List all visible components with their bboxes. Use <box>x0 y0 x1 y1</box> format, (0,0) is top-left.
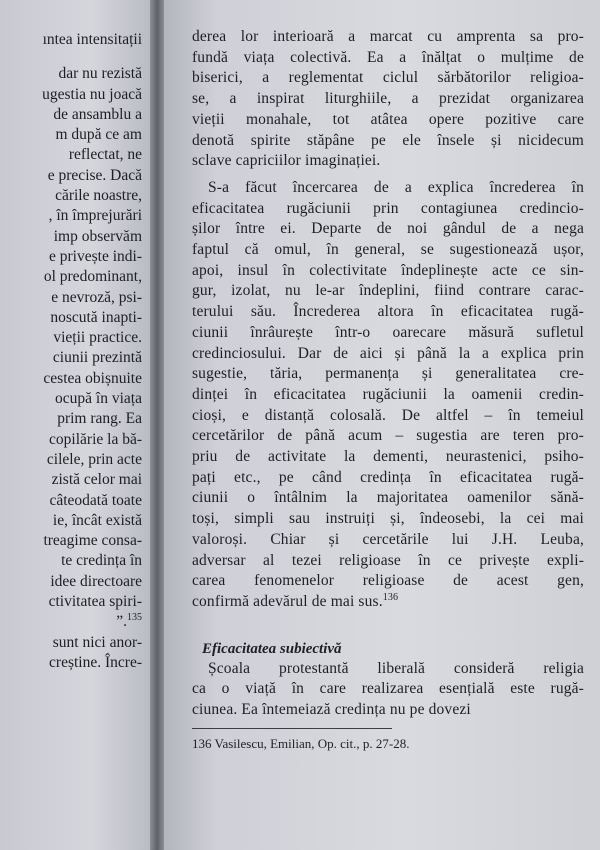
text-line: valoroși. Chiar și cercetările lui J.H. Leuba, <box>192 530 584 548</box>
left-text-line: copilărie la bă- <box>49 430 142 448</box>
left-text-line: e privește indi- <box>49 247 142 265</box>
text-line: adversar al tezei religioase în ce privește expli- <box>192 551 584 569</box>
left-text-line: de ansamblu a <box>53 105 142 123</box>
left-text-line: , în împrejurări <box>48 207 142 225</box>
text-line: șilor între ei. Departe de noi gândul de a nega <box>192 220 584 238</box>
text-line: se, a inspirat liturghiile, a prezidat organizarea <box>192 90 584 108</box>
left-text-line: câteodată toate <box>49 491 142 509</box>
section-heading: Eficacitatea subiectivă <box>202 640 342 657</box>
text-line: ciunii înrâurește într-o oarecare măsură sufletul <box>192 323 584 341</box>
right-page <box>164 0 600 850</box>
left-text-line: dar nu rezistă <box>58 65 142 83</box>
text-line: cioși, e distanță colosală. De altfel – în temeiul <box>192 406 584 424</box>
text-line: carea fenomenelor religioase de acest gen, <box>192 572 584 590</box>
text-line: gur, izolat, nu le-ar îndeplini, fiind contrare carac- <box>192 282 584 300</box>
text-line: credinciosului. Dar de aici și până la a explica prin <box>192 344 584 362</box>
left-text-line: e nevroză, psi- <box>51 288 142 306</box>
left-text-line: e precise. Dacă <box>47 166 142 184</box>
paragraph-1 <box>192 27 584 172</box>
left-text-line: prim rang. Ea <box>57 410 142 428</box>
text-line: terului său. Încrederea altora în eficacitatea rugă- <box>192 303 584 321</box>
text-line: sugestie, tăria, permanența și generalitatea cre- <box>192 365 584 383</box>
text-line: ciunii o întâlnim la majoritatea oamenilor sănă- <box>192 489 584 507</box>
left-text-line: ciunii prezintă <box>52 349 142 367</box>
left-text-line: noscută inapti- <box>50 308 142 326</box>
text-line: sclave capriciilor imaginației. <box>192 152 381 170</box>
left-page <box>0 0 152 850</box>
paragraph-2 <box>192 172 584 613</box>
left-text-line: zistă celor mai <box>51 471 142 489</box>
left-text-line: ugestia nu joacă <box>42 85 142 103</box>
text-line: ciunea. Ea întemeiază credința nu pe dovezi <box>192 701 471 719</box>
text-line: biserici, a reglementat ciclul sărbătorilor religioa- <box>192 69 584 87</box>
text-line: S-a făcut încercarea de a explica încrederea în <box>208 178 584 196</box>
left-text-line: imp observăm <box>53 227 142 245</box>
left-text-line: ocupă în viața <box>55 390 142 408</box>
left-text-line: ıntea intensitații <box>42 31 142 48</box>
text-line: dinței în eficacitatea rugăciunii la oamenii credin- <box>192 385 584 403</box>
text-line: ca o viață în care realizarea esențială este rugă- <box>192 680 584 698</box>
text-line: faptul că omul, în general, se sugestionează ușor, <box>192 241 584 259</box>
left-text-line: m după ce am <box>55 126 142 144</box>
text-line: pați etc., pe când credința în eficacitatea rugă- <box>192 468 584 486</box>
text-line: vieții monahale, tot atâtea opere pozitive care <box>192 110 584 128</box>
text-line: Școala protestantă liberală consideră religia <box>208 659 584 677</box>
text-line: eficacitatea rugăciunii prin contagiunea credincio- <box>192 199 584 217</box>
text-line: priu de activitate la dementi, neurastenici, psiho- <box>192 448 584 466</box>
left-text-line: sunt nici anor- <box>52 633 142 651</box>
footnote-ref-135: 135 <box>127 612 142 624</box>
left-text-line: ”.$^{135}$ <box>116 612 142 631</box>
footnote-ref-136: 136 <box>382 591 399 603</box>
left-text-line: cestea obișnuite <box>43 369 142 387</box>
left-text-line: idee directoare <box>50 572 142 590</box>
text-line: derea lor interioară a marcat cu amprenta sa pro- <box>192 28 584 45</box>
left-text-line: ie, încât există <box>52 511 142 529</box>
left-text-line: ctivitatea spiri- <box>48 593 142 611</box>
left-text-line: ol predominant, <box>43 268 142 286</box>
left-text-line: cările noastre, <box>55 187 142 205</box>
left-text-line: vieții practice. <box>53 329 142 347</box>
text-line: toși, simpli sau instruiți și, îndeosebi, la cei mai <box>192 510 584 528</box>
text-line: apoi, insul în colectivitate îndeplinește acte ce sin- <box>192 261 584 279</box>
left-text-line: cilele, prin acte <box>46 450 142 468</box>
text-line: fundă viața colectivă. Ea a înălțat o mulțime de <box>192 48 584 66</box>
left-text-line: creștine. Încre- <box>49 653 142 671</box>
text-line: denotă spirite stăpâne pe ele însele și nicidecum <box>192 131 584 149</box>
left-text-line: te credința în <box>61 552 142 570</box>
left-text-line: reflectat, ne <box>68 146 142 164</box>
footnote: 136 Vasilescu, Emilian, Op. cit., p. 27-28. <box>192 735 410 751</box>
paragraph-3 <box>192 659 584 721</box>
footnote-divider <box>192 728 392 729</box>
text-line: confirmă adevărul de mai sus.$^{136}$ <box>192 591 399 610</box>
left-text-line: treagime consa- <box>43 532 142 550</box>
text-line: cercetărilor de până acum – sugestia are teren pro- <box>192 427 584 445</box>
